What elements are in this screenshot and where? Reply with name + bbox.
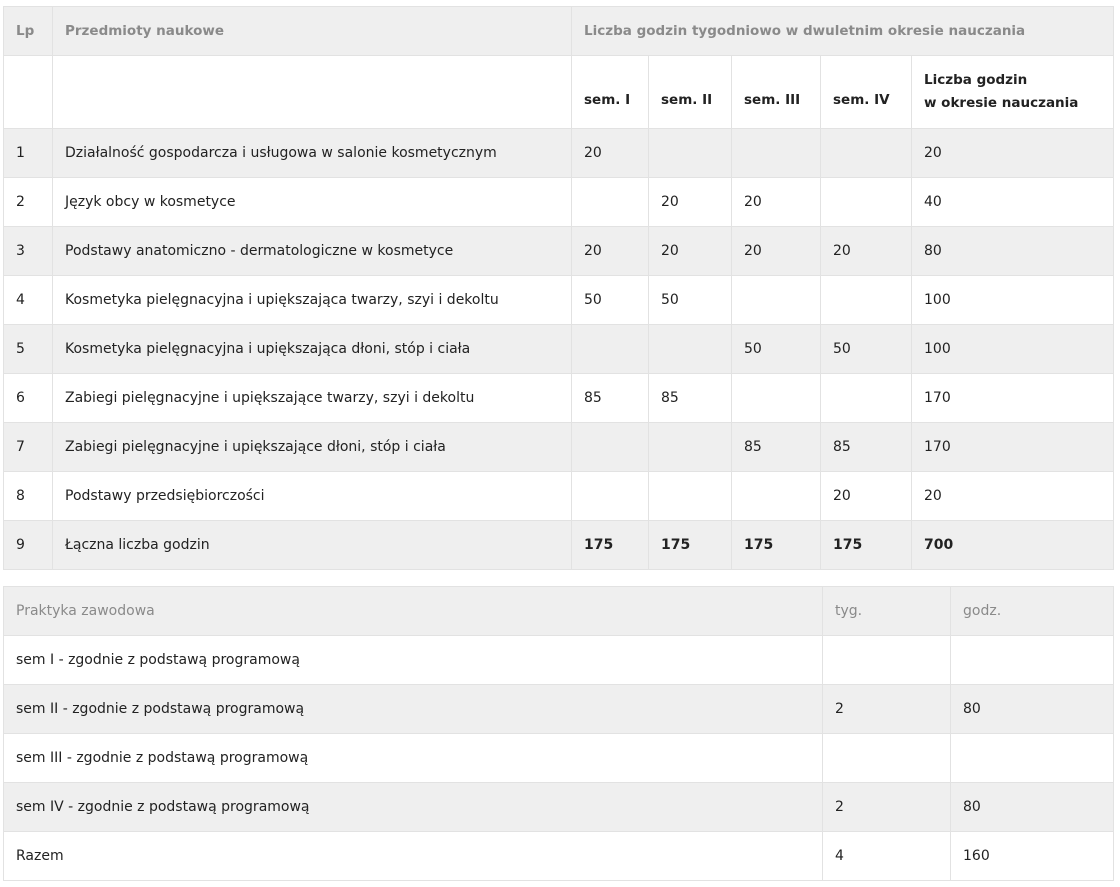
practice-body: [4, 636, 1114, 881]
cell-subject: Łączna liczba godzin: [53, 521, 572, 570]
cell-total: 20: [912, 129, 1114, 178]
cell-lp: 7: [4, 423, 53, 472]
cell-lp: 5: [4, 325, 53, 374]
practice-header-name: Praktyka zawodowa: [4, 587, 823, 636]
table-row: [4, 276, 1114, 325]
table-row: [4, 636, 1114, 685]
cell-s3: 20: [732, 227, 821, 276]
practice-cell-weeks: 2: [823, 685, 951, 734]
header-hours-weekly: Liczba godzin tygodniowo w dwuletnim okresie nauczania: [572, 7, 1114, 56]
cell-total: 100: [912, 276, 1114, 325]
cell-subject: Działalność gospodarcza i usługowa w salonie kosmetycznym: [53, 129, 572, 178]
cell-s1: 50: [572, 276, 649, 325]
cell-s2: [649, 423, 732, 472]
table-row: [4, 521, 1114, 570]
subheader-empty-subject: [53, 56, 572, 129]
cell-lp: 9: [4, 521, 53, 570]
cell-total: 40: [912, 178, 1114, 227]
schedule-header-row: [4, 7, 1114, 56]
practice-cell-hours: 80: [951, 783, 1114, 832]
cell-s3: [732, 276, 821, 325]
table-row: [4, 325, 1114, 374]
practice-cell-name: sem III - zgodnie z podstawą programową: [4, 734, 823, 783]
cell-s2: 85: [649, 374, 732, 423]
table-row: [4, 832, 1114, 881]
header-sem2: sem. II: [649, 56, 732, 129]
practice-cell-name: sem I - zgodnie z podstawą programową: [4, 636, 823, 685]
cell-total: 170: [912, 423, 1114, 472]
practice-cell-weeks: [823, 734, 951, 783]
cell-s4: 50: [821, 325, 912, 374]
cell-s4: 175: [821, 521, 912, 570]
cell-s3: 50: [732, 325, 821, 374]
cell-s1: [572, 325, 649, 374]
cell-lp: 1: [4, 129, 53, 178]
practice-cell-hours: 80: [951, 685, 1114, 734]
header-total-line2: w okresie nauczania: [924, 95, 1079, 111]
cell-s1: [572, 472, 649, 521]
cell-s3: [732, 129, 821, 178]
cell-subject: Język obcy w kosmetyce: [53, 178, 572, 227]
practice-header-hours: godz.: [951, 587, 1114, 636]
cell-lp: 2: [4, 178, 53, 227]
cell-s1: 20: [572, 129, 649, 178]
cell-s3: 175: [732, 521, 821, 570]
practice-cell-weeks: 2: [823, 783, 951, 832]
cell-subject: Zabiegi pielęgnacyjne i upiększające dłoni, stóp i ciała: [53, 423, 572, 472]
practice-cell-hours: [951, 734, 1114, 783]
cell-s3: [732, 472, 821, 521]
cell-s3: [732, 374, 821, 423]
table-row: [4, 129, 1114, 178]
cell-s1: 20: [572, 227, 649, 276]
cell-total: 170: [912, 374, 1114, 423]
table-row: [4, 472, 1114, 521]
practice-table: [3, 586, 1114, 881]
cell-s4: [821, 178, 912, 227]
header-sem1: sem. I: [572, 56, 649, 129]
table-row: [4, 734, 1114, 783]
practice-header-row: [4, 587, 1114, 636]
header-total: [912, 56, 1114, 129]
cell-subject: Kosmetyka pielęgnacyjna i upiększająca dłoni, stóp i ciała: [53, 325, 572, 374]
cell-s4: 20: [821, 227, 912, 276]
cell-s4: [821, 374, 912, 423]
cell-total: 80: [912, 227, 1114, 276]
cell-lp: 6: [4, 374, 53, 423]
subheader-empty-lp: [4, 56, 53, 129]
cell-total: 700: [912, 521, 1114, 570]
cell-s1: 175: [572, 521, 649, 570]
cell-s4: 85: [821, 423, 912, 472]
cell-subject: Kosmetyka pielęgnacyjna i upiększająca twarzy, szyi i dekoltu: [53, 276, 572, 325]
table-row: [4, 227, 1114, 276]
cell-subject: Zabiegi pielęgnacyjne i upiększające twarzy, szyi i dekoltu: [53, 374, 572, 423]
cell-lp: 4: [4, 276, 53, 325]
table-row: [4, 178, 1114, 227]
practice-cell-name: sem IV - zgodnie z podstawą programową: [4, 783, 823, 832]
cell-s1: [572, 178, 649, 227]
cell-s3: 20: [732, 178, 821, 227]
cell-lp: 3: [4, 227, 53, 276]
cell-s4: [821, 129, 912, 178]
practice-cell-hours: [951, 636, 1114, 685]
header-subjects: Przedmioty naukowe: [53, 7, 572, 56]
cell-s2: 50: [649, 276, 732, 325]
cell-s2: [649, 472, 732, 521]
table-row: [4, 685, 1114, 734]
header-lp: Lp: [4, 7, 53, 56]
cell-s2: 20: [649, 178, 732, 227]
practice-cell-weeks: 4: [823, 832, 951, 881]
cell-s1: 85: [572, 374, 649, 423]
practice-cell-name: Razem: [4, 832, 823, 881]
schedule-table: [3, 6, 1114, 570]
practice-cell-name: sem II - zgodnie z podstawą programową: [4, 685, 823, 734]
table-row: [4, 374, 1114, 423]
schedule-body: [4, 129, 1114, 570]
cell-s1: [572, 423, 649, 472]
cell-subject: Podstawy anatomiczno - dermatologiczne w kosmetyce: [53, 227, 572, 276]
cell-s2: 20: [649, 227, 732, 276]
cell-s2: [649, 325, 732, 374]
practice-cell-weeks: [823, 636, 951, 685]
cell-s2: [649, 129, 732, 178]
cell-lp: 8: [4, 472, 53, 521]
cell-s4: [821, 276, 912, 325]
header-total-line1: Liczba godzin: [924, 72, 1028, 88]
cell-s3: 85: [732, 423, 821, 472]
practice-header-weeks: tyg.: [823, 587, 951, 636]
header-sem3: sem. III: [732, 56, 821, 129]
practice-cell-hours: 160: [951, 832, 1114, 881]
cell-subject: Podstawy przedsiębiorczości: [53, 472, 572, 521]
schedule-subheader-row: [4, 56, 1114, 129]
cell-total: 20: [912, 472, 1114, 521]
table-row: [4, 423, 1114, 472]
cell-s2: 175: [649, 521, 732, 570]
table-row: [4, 783, 1114, 832]
cell-total: 100: [912, 325, 1114, 374]
cell-s4: 20: [821, 472, 912, 521]
header-sem4: sem. IV: [821, 56, 912, 129]
